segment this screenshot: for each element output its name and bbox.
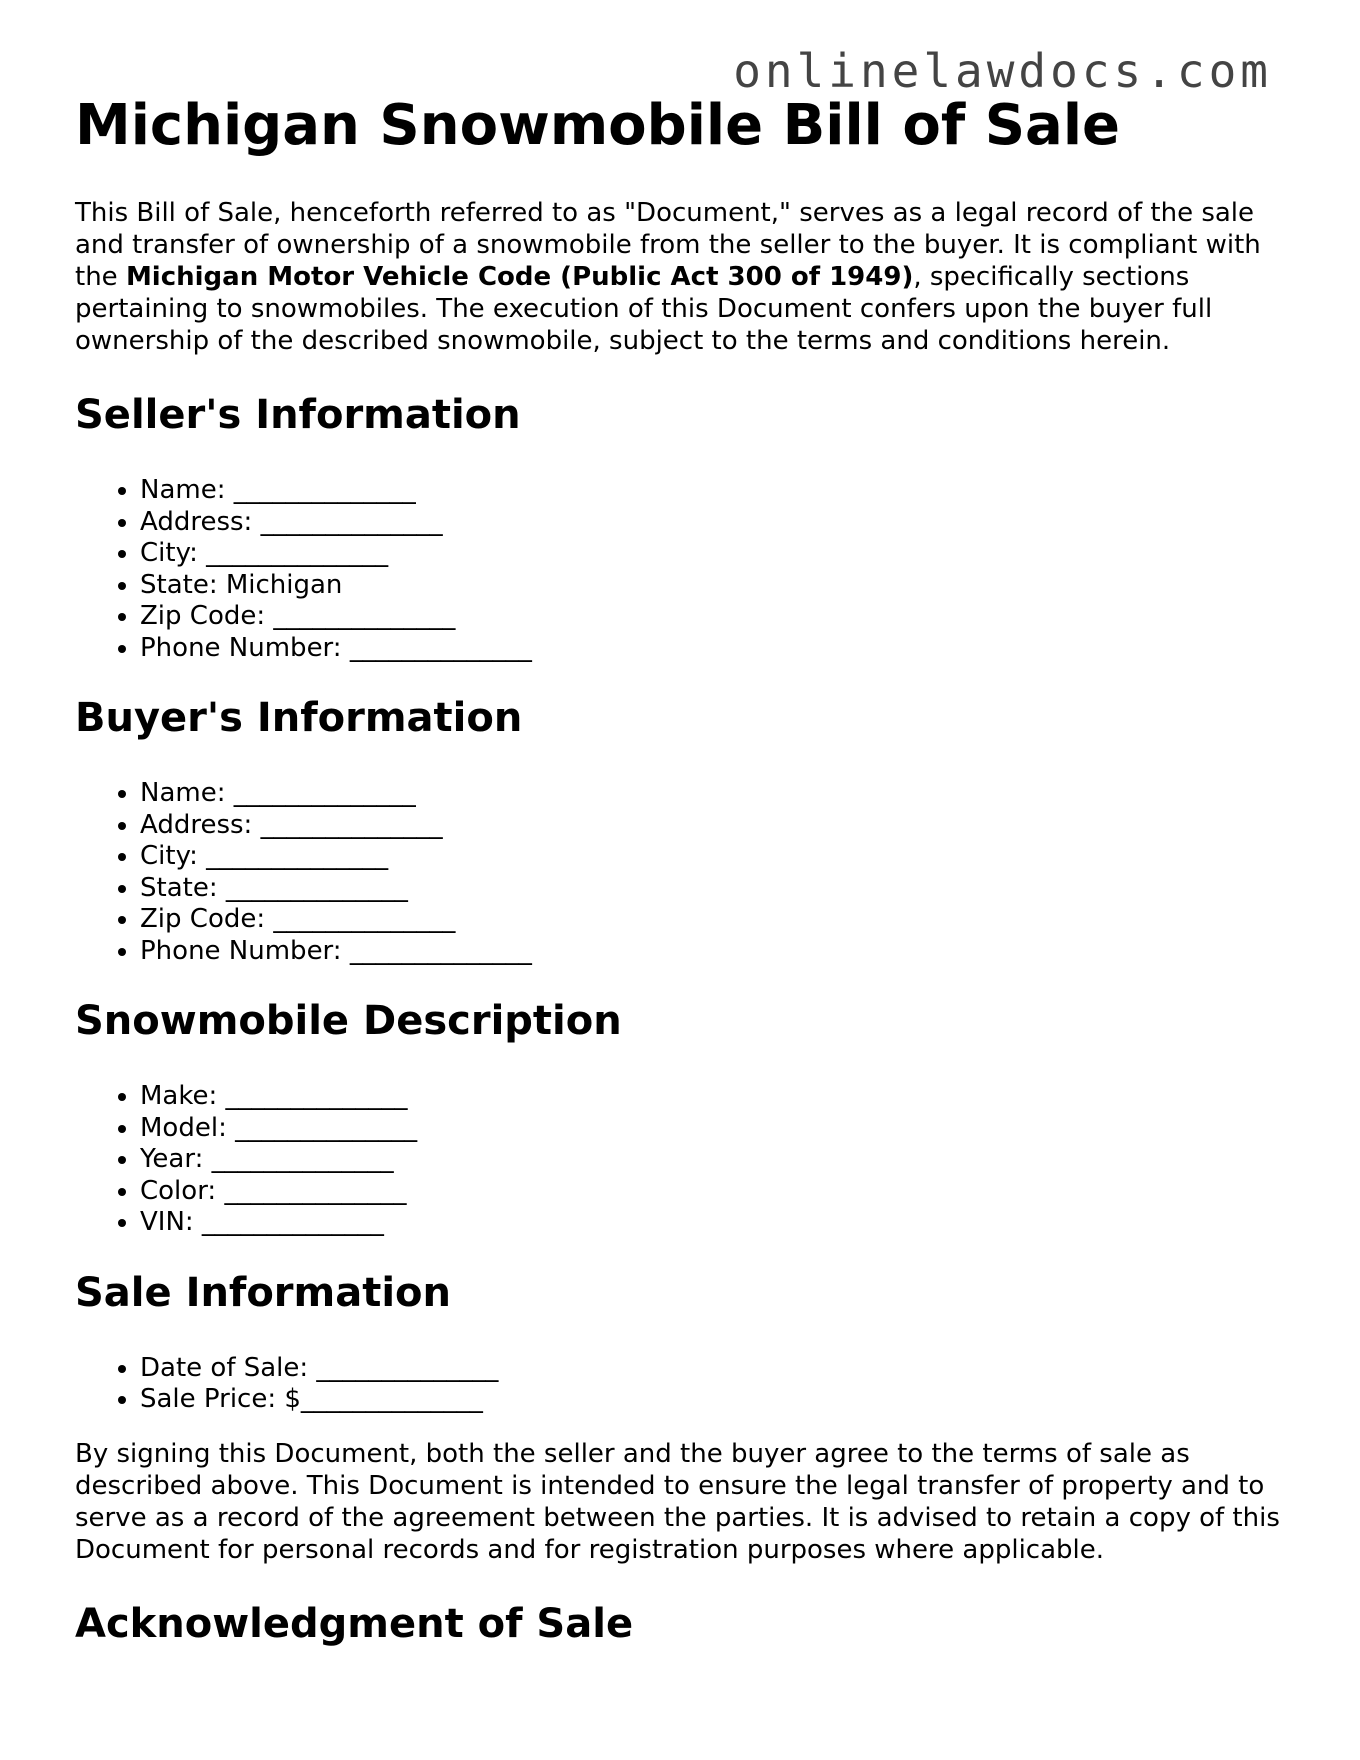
sale-list (75, 1353, 1295, 1416)
snowmobile-heading: Snowmobile Description (75, 998, 622, 1045)
snowmobile-year-field: • Year: ______________ (140, 1144, 1295, 1176)
snowmobile-make-field: • Make: ______________ (140, 1081, 1295, 1113)
seller-heading: Seller's Information (75, 392, 521, 439)
seller-state-field: • State: Michigan (140, 570, 1295, 602)
buyer-name-field: • Name: ______________ (140, 778, 1295, 810)
buyer-list (75, 778, 1295, 967)
seller-phone-field: • Phone Number: ______________ (140, 633, 1295, 665)
snowmobile-list (75, 1081, 1295, 1239)
intro-text-2: , specifically sections pertaining to snowmobiles. The execution of this Document confers upon the buyer full ownership of the described snowmobile, subject to the terms and conditions herein. (75, 262, 1213, 357)
sale-heading: Sale Information (75, 1269, 451, 1316)
intro-text-1: This Bill of Sale, henceforth referred to as "Document," serves as a legal record of the sale and transfer of ownership of a snowmobile from the seller to the buyer. It is compliant with the (75, 198, 1261, 293)
intro-law-reference: Michigan Motor Vehicle Code (Public Act 300 of 1949) (125, 262, 914, 293)
seller-list (75, 475, 1295, 664)
watermark: onlinelawdocs.com (733, 44, 1272, 98)
buyer-address-field: • Address: ______________ (140, 810, 1295, 842)
buyer-city-field: • City: ______________ (140, 841, 1295, 873)
seller-city-field: • City: ______________ (140, 538, 1295, 570)
buyer-state-field: • State: ______________ (140, 873, 1295, 905)
sale-price-field: • Sale Price: $______________ (140, 1384, 1295, 1416)
snowmobile-vin-field: • VIN: ______________ (140, 1207, 1295, 1239)
seller-name-field: • Name: ______________ (140, 475, 1295, 507)
page-title: Michigan Snowmobile Bill of Sale (75, 93, 1120, 158)
document-body (75, 92, 1295, 1648)
acknowledgment-heading: Acknowledgment of Sale (75, 1600, 634, 1647)
buyer-zip-field: • Zip Code: ______________ (140, 904, 1295, 936)
buyer-phone-field: • Phone Number: ______________ (140, 936, 1295, 968)
buyer-heading: Buyer's Information (75, 695, 523, 742)
intro-paragraph (75, 197, 1295, 357)
seller-zip-field: • Zip Code: ______________ (140, 601, 1295, 633)
sale-date-field: • Date of Sale: ______________ (140, 1353, 1295, 1385)
seller-address-field: • Address: ______________ (140, 507, 1295, 539)
snowmobile-model-field: • Model: ______________ (140, 1113, 1295, 1145)
snowmobile-color-field: • Color: ______________ (140, 1176, 1295, 1208)
closing-paragraph: By signing this Document, both the seller and the buyer agree to the terms of sale as described above. This Document is intended to ensure the legal transfer of property and to serve as a record of the agreement between the parties. It is advised to retain a copy of this Document for personal records and for registration purposes where applicable. (75, 1438, 1280, 1565)
